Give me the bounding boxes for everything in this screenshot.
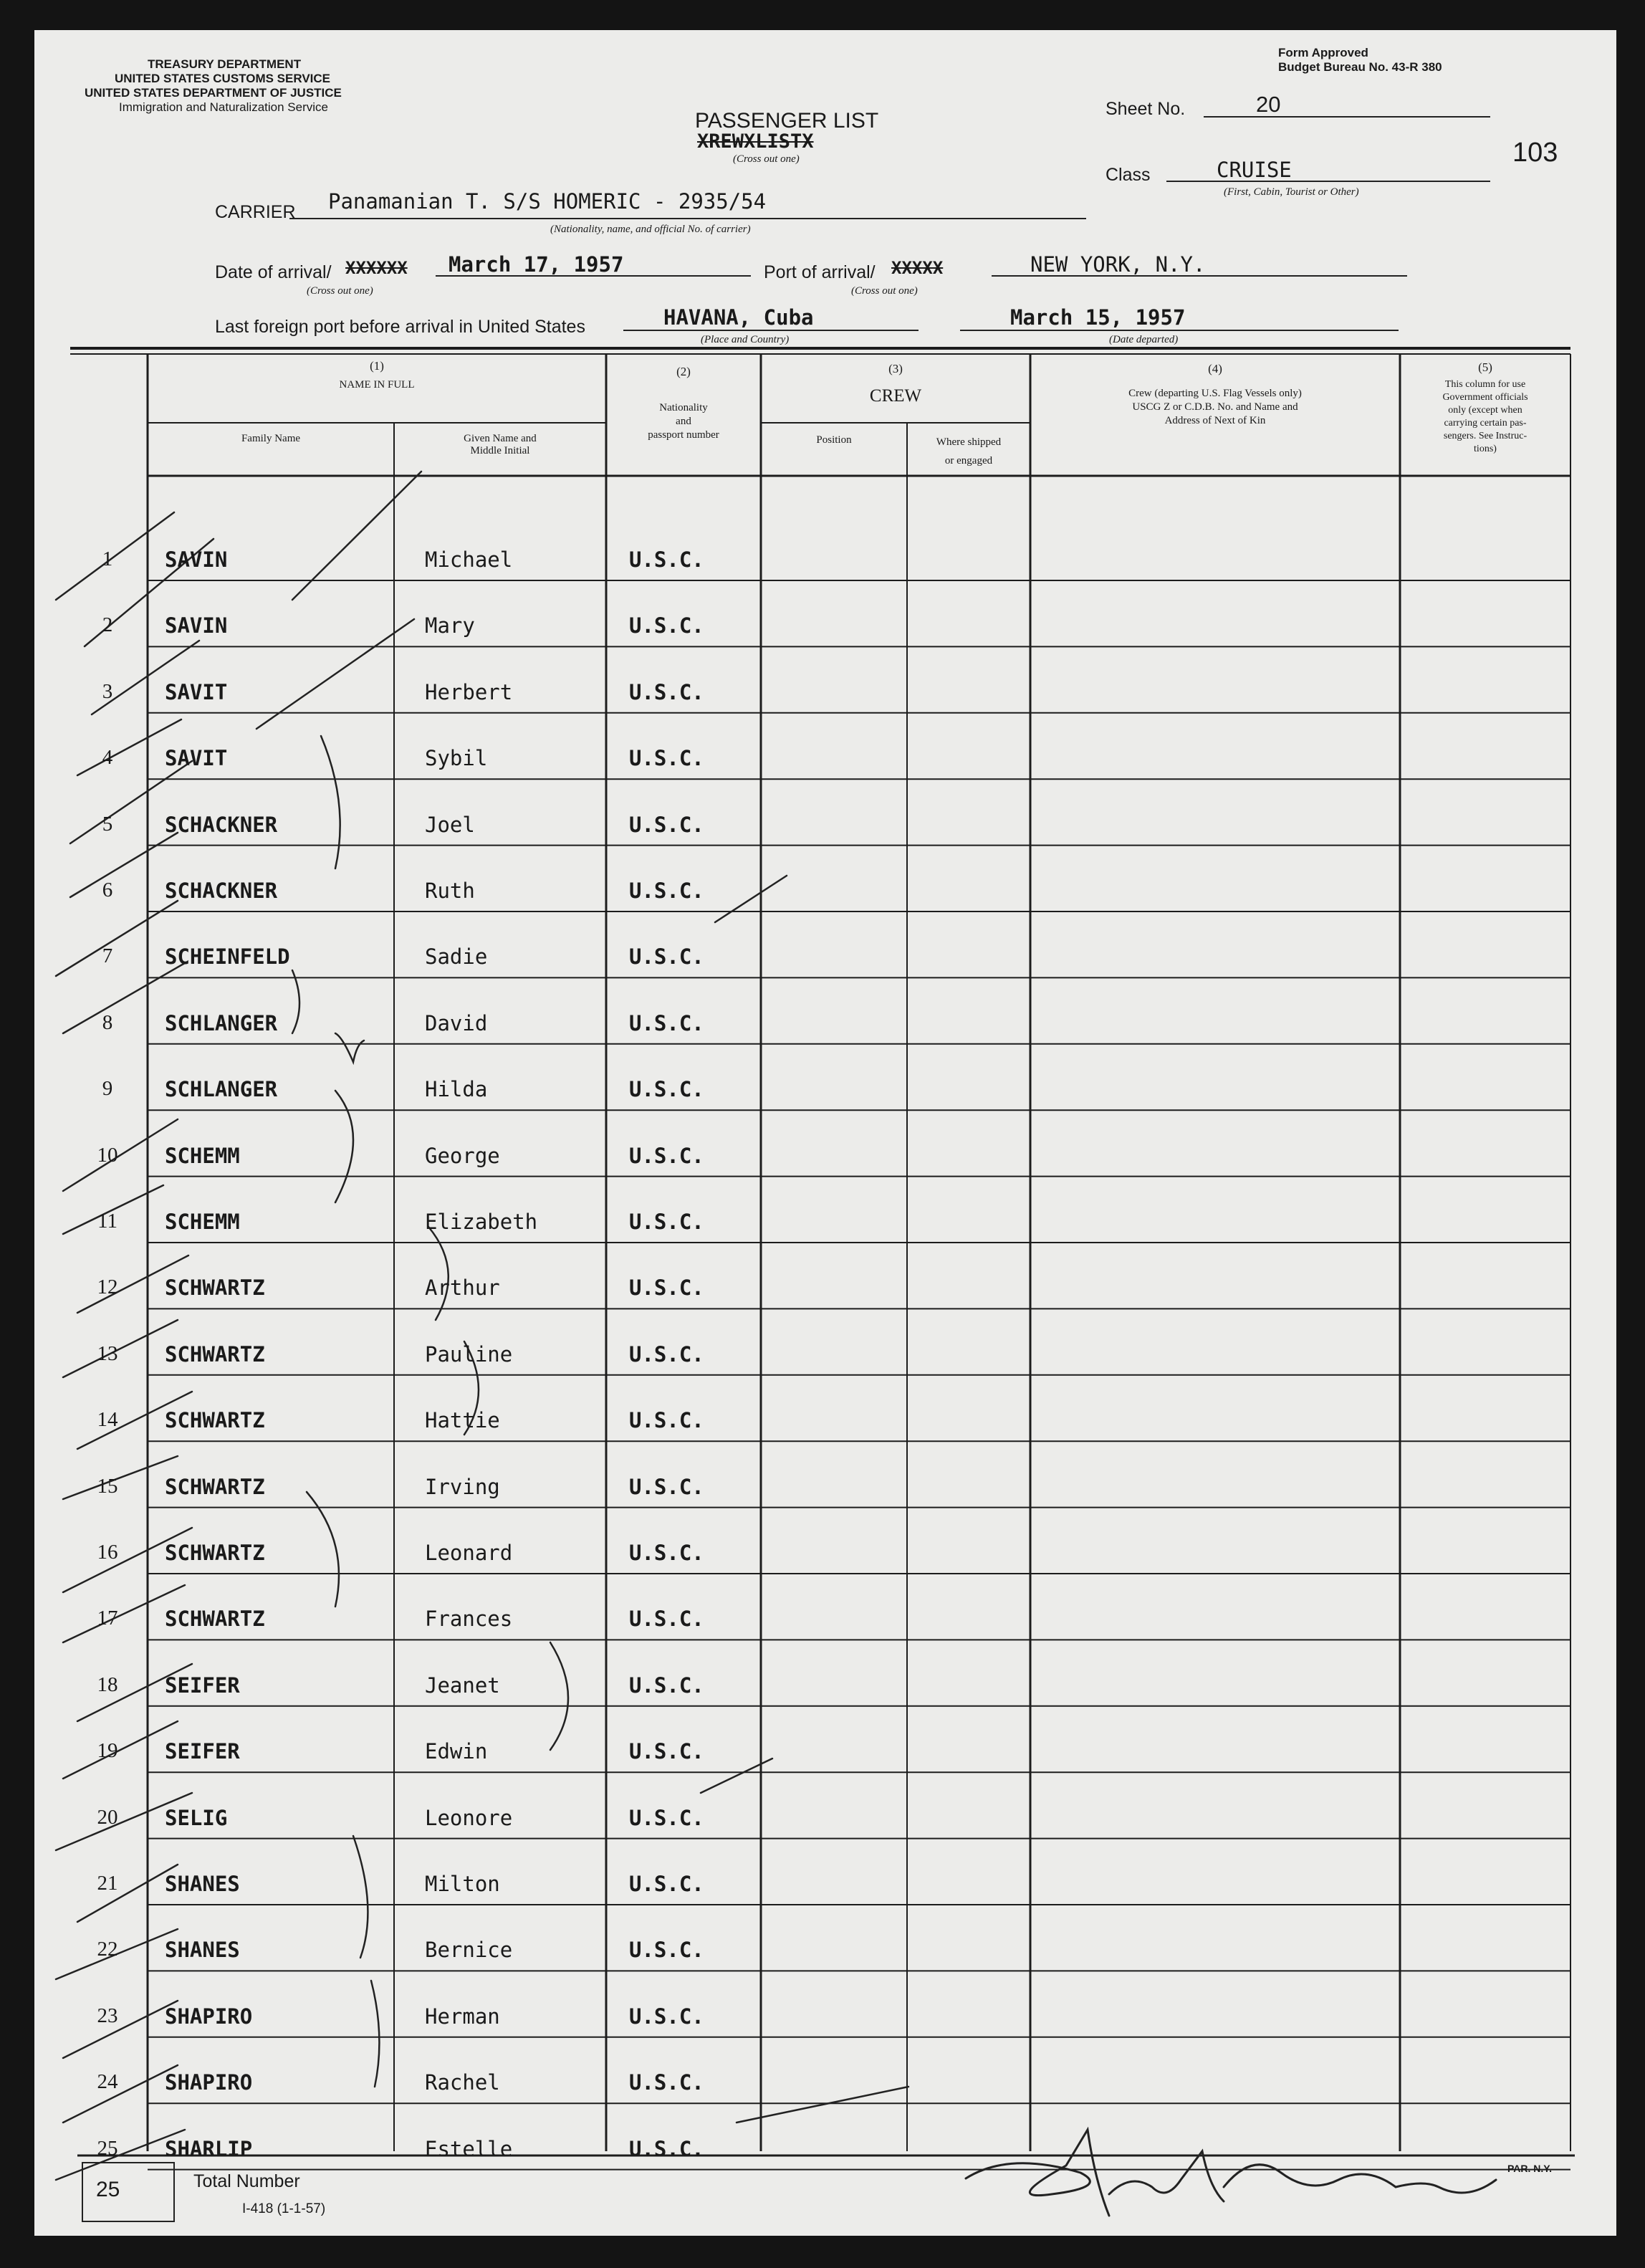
nationality-cell: U.S.C. (629, 1607, 704, 1632)
family-name-cell: SHANES (165, 1872, 240, 1896)
nationality-cell: U.S.C. (629, 1739, 704, 1764)
row-number: 7 (102, 944, 113, 968)
family-name-cell: SCHWARTZ (165, 1341, 265, 1367)
nationality-cell: U.S.C. (629, 1673, 704, 1698)
given-name-cell: George (425, 1143, 500, 1168)
family-name-cell: SEIFER (165, 1673, 240, 1698)
row-number: 13 (97, 1341, 118, 1365)
nationality-cell: U.S.C. (629, 1341, 704, 1367)
given-name-cell: Leonore (425, 1805, 513, 1830)
given-name-cell: Mary (425, 613, 475, 638)
given-name-cell: Irving (425, 1474, 500, 1499)
row-number: 9 (102, 1077, 113, 1101)
row-number: 2 (102, 613, 113, 637)
departed-date-hint: (Date departed) (1109, 334, 1179, 345)
family-name-cell: SHAPIRO (165, 2070, 253, 2095)
nationality-cell: U.S.C. (629, 2070, 704, 2095)
nationality-cell: U.S.C. (629, 1541, 704, 1565)
date-arrival-crossed: XXXXXX (345, 258, 408, 278)
agency-line-4: Immigration and Naturalization Service (119, 100, 328, 114)
nationality-cell: U.S.C. (629, 1210, 704, 1234)
family-name-cell: SAVIN (165, 547, 228, 572)
given-name-cell: Michael (425, 547, 513, 572)
given-name-cell: Frances (425, 1607, 513, 1632)
row-number: 21 (97, 1872, 118, 1895)
last-port-value: HAVANA, Cuba (663, 305, 814, 330)
col4-number: (4) (1208, 362, 1222, 375)
port-arrival-hint: (Cross out one) (851, 285, 918, 297)
port-arrival-crossed: XXXXX (891, 258, 944, 278)
row-number: 19 (97, 1739, 118, 1763)
given-name-cell: Pauline (425, 1341, 513, 1367)
row-number: 14 (97, 1408, 118, 1432)
given-name-cell: David (425, 1010, 488, 1035)
given-name-cell: Sybil (425, 746, 488, 771)
family-name-cell: SCHLANGER (165, 1010, 278, 1035)
family-name-cell: SHANES (165, 1938, 240, 1963)
family-name-cell: SCHLANGER (165, 1077, 278, 1102)
cross-out-note: (Cross out one) (733, 153, 800, 165)
total-box (82, 2162, 175, 2222)
given-name-cell: Hilda (425, 1077, 488, 1102)
printer-mark: PAR. N.Y. (1507, 2163, 1552, 2174)
port-arrival-label: Port of arrival/ (764, 262, 876, 282)
row-number: 11 (97, 1210, 118, 1233)
family-name-cell: SAVIN (165, 613, 228, 638)
nationality-cell: U.S.C. (629, 2136, 704, 2161)
family-name-cell: SCHWARTZ (165, 1276, 265, 1301)
total-value: 25 (96, 2178, 120, 2201)
col3-number: (3) (888, 362, 903, 375)
nationality-cell: U.S.C. (629, 1474, 704, 1499)
last-port-hint: (Place and Country) (701, 334, 790, 345)
departed-date-value: March 15, 1957 (1010, 305, 1186, 330)
date-arrival-hint: (Cross out one) (307, 285, 373, 297)
nationality-cell: U.S.C. (629, 944, 704, 970)
given-name-cell: Herman (425, 2004, 500, 2029)
agency-line-2: UNITED STATES CUSTOMS SERVICE (115, 72, 331, 85)
given-name-cell: Herbert (425, 679, 513, 704)
family-name-cell: SCHEMM (165, 1143, 240, 1168)
row-number: 1 (102, 547, 113, 570)
nationality-cell: U.S.C. (629, 613, 704, 638)
sheet-no-label: Sheet No. (1106, 99, 1186, 119)
row-number: 25 (97, 2136, 118, 2160)
row-number: 22 (97, 1938, 118, 1961)
nationality-cell: U.S.C. (629, 1010, 704, 1035)
date-arrival-label: Date of arrival/ (215, 262, 332, 282)
family-name-cell: SHAPIRO (165, 2004, 253, 2029)
port-arrival-value: NEW YORK, N.Y. (1030, 252, 1206, 277)
col4-title: Crew (departing U.S. Flag Vessels only) USCG Z or C.D.B. No. and Name and Address of Next of Kin (1128, 388, 1302, 426)
row-number: 10 (97, 1143, 118, 1167)
row-number: 20 (97, 1805, 118, 1829)
row-number: 17 (97, 1607, 118, 1630)
nationality-cell: U.S.C. (629, 746, 704, 771)
col-position: Position (816, 434, 852, 446)
given-name-cell: Estelle (425, 2136, 513, 2161)
row-number: 8 (102, 1010, 113, 1034)
page-number: 103 (1512, 138, 1558, 168)
row-number: 4 (102, 746, 113, 770)
given-name-cell: Bernice (425, 1938, 513, 1963)
family-name-cell: SCHWARTZ (165, 1607, 265, 1632)
document-page (34, 30, 1616, 2236)
nationality-cell: U.S.C. (629, 2004, 704, 2029)
sheet-no-value: 20 (1256, 92, 1281, 117)
form-title-crossed: XREWXLISTX (697, 130, 814, 153)
total-label: Total Number (193, 2171, 300, 2191)
row-number: 6 (102, 879, 113, 901)
family-name-cell: SCHACKNER (165, 879, 278, 903)
agency-line-3: UNITED STATES DEPARTMENT OF JUSTICE (85, 86, 342, 100)
nationality-cell: U.S.C. (629, 1143, 704, 1168)
col5-number: (5) (1478, 360, 1492, 374)
nationality-cell: U.S.C. (629, 1408, 704, 1433)
given-name-cell: Sadie (425, 944, 488, 970)
col2-title: Nationality and passport number (648, 402, 719, 441)
family-name-cell: SHARLIP (165, 2136, 253, 2161)
form-approved: Form Approved (1278, 46, 1368, 59)
carrier-hint: (Nationality, name, and official No. of carrier) (550, 224, 751, 235)
col3-title: CREW (869, 386, 922, 406)
nationality-cell: U.S.C. (629, 1872, 704, 1896)
nationality-cell: U.S.C. (629, 812, 704, 837)
row-number: 3 (102, 679, 113, 703)
date-arrival-value: March 17, 1957 (449, 252, 624, 277)
col2-number: (2) (676, 365, 691, 378)
nationality-cell: U.S.C. (629, 1805, 704, 1830)
col1-title: NAME IN FULL (339, 379, 415, 391)
form-title: PASSENGER LIST (695, 109, 879, 133)
given-name-cell: Rachel (425, 2070, 500, 2095)
given-name-cell: Milton (425, 1872, 500, 1896)
family-name-cell: SCHEMM (165, 1210, 240, 1234)
given-name-cell: Hattie (425, 1408, 500, 1433)
form-code: I-418 (1-1-57) (242, 2201, 326, 2216)
given-name-cell: Leonard (425, 1541, 513, 1565)
family-name-cell: SCHWARTZ (165, 1474, 265, 1499)
nationality-cell: U.S.C. (629, 1938, 704, 1963)
row-number: 12 (97, 1276, 118, 1299)
col1-number: (1) (370, 359, 384, 373)
nationality-cell: U.S.C. (629, 879, 704, 903)
nationality-cell: U.S.C. (629, 679, 704, 704)
row-number: 23 (97, 2004, 118, 2027)
class-hint: (First, Cabin, Tourist or Other) (1224, 186, 1359, 198)
given-name-cell: Edwin (425, 1739, 488, 1764)
nationality-cell: U.S.C. (629, 547, 704, 572)
given-name-cell: Joel (425, 812, 475, 837)
row-number: 16 (97, 1541, 118, 1564)
family-name-cell: SCHWARTZ (165, 1541, 265, 1565)
col5-title: This column for use Government officials only (except when carrying certain pas- sengers. See Instruc- tions) (1442, 379, 1528, 454)
row-number: 24 (97, 2070, 118, 2094)
carrier-label: CARRIER (215, 202, 296, 222)
agency-line-1: TREASURY DEPARTMENT (148, 57, 302, 71)
carrier-value: Panamanian T. S/S HOMERIC - 2935/54 (328, 189, 767, 214)
given-name-cell: Arthur (425, 1276, 500, 1301)
given-name-cell: Ruth (425, 879, 475, 903)
col-given-name: Given Name and Middle Initial (464, 433, 537, 456)
class-label: Class (1106, 165, 1151, 185)
nationality-cell: U.S.C. (629, 1276, 704, 1301)
family-name-cell: SAVIT (165, 746, 228, 771)
last-port-label: Last foreign port before arrival in United States (215, 317, 585, 337)
family-name-cell: SCHACKNER (165, 812, 278, 837)
family-name-cell: SCHWARTZ (165, 1408, 265, 1433)
class-value: CRUISE (1217, 158, 1292, 182)
family-name-cell: SCHEINFELD (165, 944, 290, 970)
given-name-cell: Jeanet (425, 1673, 500, 1698)
family-name-cell: SEIFER (165, 1739, 240, 1764)
row-number: 18 (97, 1673, 118, 1696)
col-family-name: Family Name (241, 433, 301, 444)
row-number: 5 (102, 812, 113, 836)
given-name-cell: Elizabeth (425, 1210, 538, 1234)
nationality-cell: U.S.C. (629, 1077, 704, 1102)
row-number: 15 (97, 1474, 118, 1498)
family-name-cell: SAVIT (165, 679, 228, 704)
family-name-cell: SELIG (165, 1805, 228, 1830)
col-where-shipped: Where shipped or engaged (936, 436, 1002, 466)
budget-bureau: Budget Bureau No. 43-R 380 (1278, 60, 1442, 74)
